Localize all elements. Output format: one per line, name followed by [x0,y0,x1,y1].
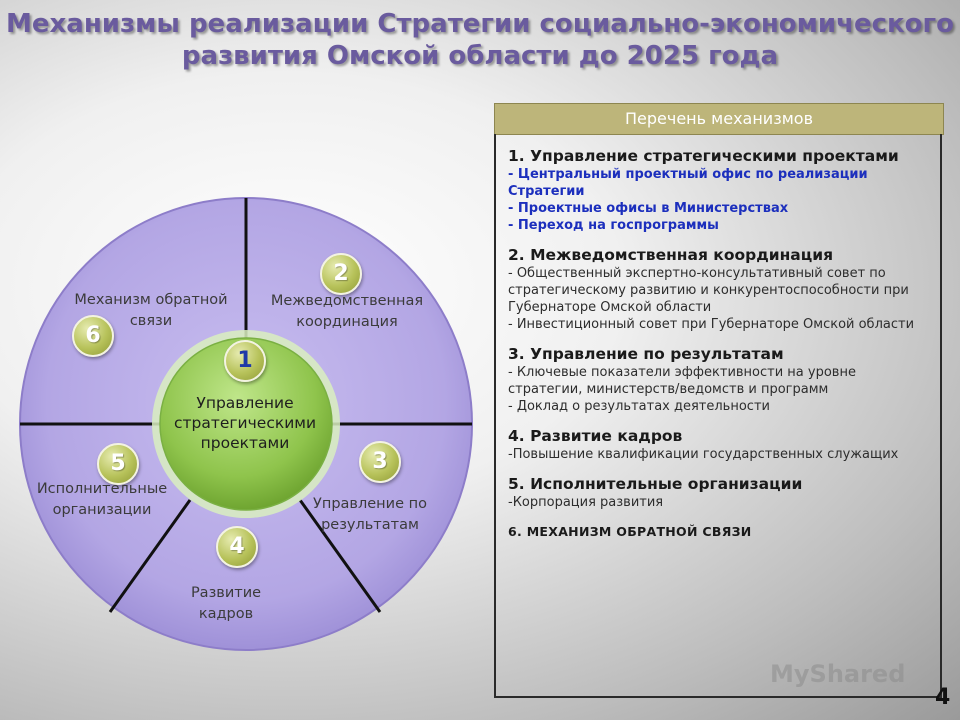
mechanism-heading: 4. Развитие кадров [508,427,683,445]
segment-label-line: кадров [198,606,254,622]
segment-label-results [290,494,450,536]
segment-label-line: результатам [321,517,419,533]
segment-number-badge: 6 [72,315,114,357]
mechanism-item: - Инвестиционный совет при Губернаторе Омской области [508,317,915,332]
mechanism-section [508,427,932,463]
segment-label-executive-orgs [22,479,182,521]
segment-label-line: организации [52,502,152,518]
mechanism-item: - Общественный экспертно-консультативный совет по стратегическому развитию и конкурентоспособности при Губернаторе Омской области [508,266,909,315]
mechanism-item: - Проектные офисы в Министерствах [508,201,789,216]
slide-title-line2: развития Омской области до 2025 года [181,41,779,71]
mechanism-item: - Центральный проектный офис по реализации Стратегии [508,167,868,199]
mechanism-item: -Повышение квалификации государственных служащих [508,447,899,462]
segment-label-line: связи [129,313,173,329]
segment-label-line: Механизм обратной [74,292,228,308]
mechanism-item: - Доклад о результатах деятельности [508,399,770,414]
mechanisms-list [508,147,932,540]
segment-label-personnel [166,583,286,625]
mechanism-section [508,345,932,415]
mechanisms-panel-header: Перечень механизмов [494,103,944,135]
segment-label-line: Межведомственная [270,293,424,309]
mechanism-item: -Корпорация развития [508,495,664,510]
segment-number-badge: 4 [216,526,258,568]
center-label-line: стратегическими [173,414,317,432]
segment-number-badge: 2 [320,253,362,295]
center-label-line: проектами [200,434,290,452]
segment-label-line: координация [296,314,398,330]
segment-label-line: Исполнительные [36,481,168,497]
mechanism-section [508,475,932,511]
center-label [152,393,338,453]
mechanism-heading: 1. Управление стратегическими проектами [508,147,899,165]
mechanism-heading: 2. Межведомственная координация [508,246,834,264]
segment-label-line: Управление по [313,496,427,512]
slide-title-line1: Механизмы реализации Стратегии социально-экономического [6,9,954,39]
mechanism-item: - Переход на госпрограммы [508,218,719,233]
mechanism-heading: 5. Исполнительные организации [508,475,803,493]
mechanism-section [508,246,932,333]
center-label-line: Управление [196,394,294,412]
mechanism-item: - Ключевые показатели эффективности на уровне стратегии, министерств/ведомств и программ [508,365,856,397]
segment-number-badge: 5 [97,443,139,485]
segment-label-feedback [56,290,246,332]
mechanism-section [508,147,932,234]
segment-number-badge: 3 [359,441,401,483]
segment-label-line: Развитие [190,585,262,601]
mechanism-last-item: 6. МЕХАНИЗМ ОБРАТНОЙ СВЯЗИ [508,524,752,539]
watermark-logo: MyShared [770,660,906,688]
center-number-badge: 1 [224,340,266,382]
mechanism-heading: 3. Управление по результатам [508,345,784,363]
segment-label-coordination [254,291,440,333]
page-number: 4 [935,685,951,710]
